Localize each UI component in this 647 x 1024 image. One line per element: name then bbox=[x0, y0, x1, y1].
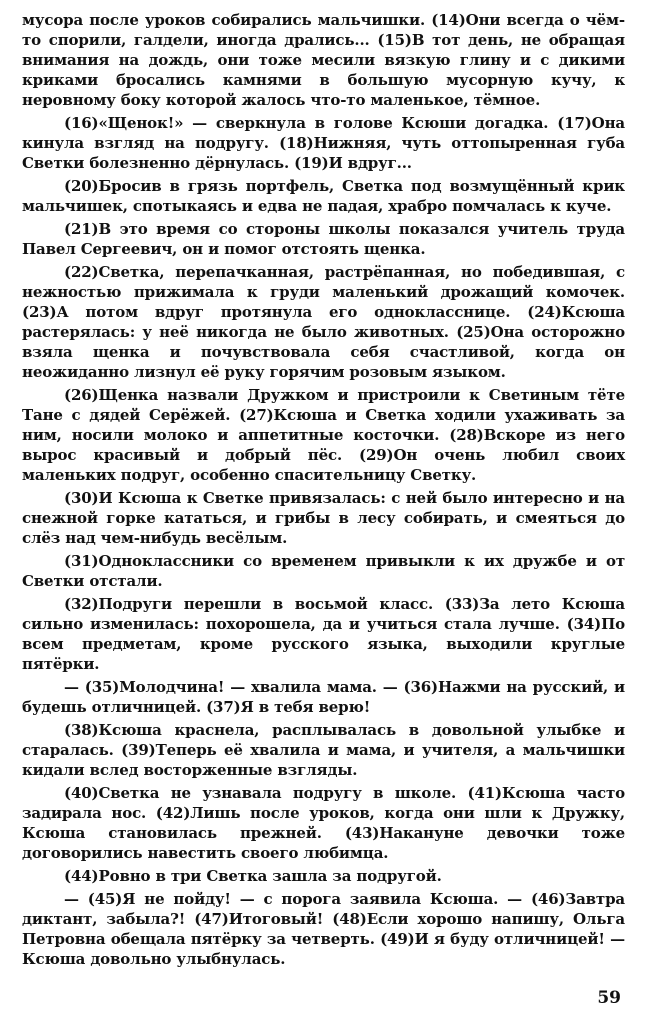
paragraph: (40)Светка не узнавала подругу в школе. (41)Ксюша часто задирала нос. (42)Лишь после уроков, когда они шли к Дружку, Ксюша становилась прежней. (43)Накануне девочки тоже договорились навестить своего любимца. bbox=[22, 784, 625, 862]
paragraph: (16)«Щенок!» — сверкнула в голове Ксюши догадка. (17)Она кинула взгляд на подругу. (18)Нижняя, чуть оттопыренная губа Светки болезненно дёрнулась. (19)И вдруг... bbox=[22, 114, 625, 172]
paragraph: (38)Ксюша краснела, расплывалась в довольной улыбке и старалась. (39)Теперь её хвалила и мама, и учителя, а мальчишки кидали вслед восторженные взгляды. bbox=[22, 721, 625, 779]
page-number: 59 bbox=[597, 988, 621, 1008]
paragraph: (30)И Ксюша к Светке привязалась: с ней было интересно и на снежной горке кататься, и грибы в лесу собирать, и смеяться до слёз над чем-нибудь весёлым. bbox=[22, 489, 625, 547]
paragraph: (32)Подруги перешли в восьмой класс. (33)За лето Ксюша сильно изменилась: похорошела, да и учиться стала лучше. (34)По всем предметам, кроме русского языка, выходили круглые пятёрки. bbox=[22, 595, 625, 673]
paragraph: (20)Бросив в грязь портфель, Светка под возмущённый крик мальчишек, спотыкаясь и едва не падая, храбро помчалась к куче. bbox=[22, 177, 625, 215]
body-text bbox=[22, 10, 625, 972]
paragraph: (31)Одноклассники со временем привыкли к их дружбе и от Светки отстали. bbox=[22, 552, 625, 590]
paragraph-continuation: мусора после уроков собирались мальчишки. (14)Они всегда о чём-то спорили, галдели, иногда дрались... (15)В тот день, не обращая внимания на дождь, они тоже месили вязкую глину и с дикими криками бросались камнями в большую мусорную кучу, к неровному боку которой жалось что-то маленькое, тёмное. bbox=[22, 11, 625, 109]
dialogue-paragraph: — (45)Я не пойду! — с порога заявила Ксюша. — (46)Завтра диктант, забыла?! (47)Итоговый! (48)Если хорошо напишу, Ольга Петровна обещала пятёрку за четверть. (49)И я буду отличницей! — Ксюша довольно улыбнулась. bbox=[22, 890, 625, 968]
paragraph: (26)Щенка назвали Дружком и пристроили к Светиным тёте Тане с дядей Серёжей. (27)Ксюша и Светка ходили ухаживать за ним, носили молоко и аппетитные косточки. (28)Вскоре из него вырос красивый и добрый пёс. (29)Он очень любил своих маленьких подруг, особенно спасительницу Светку. bbox=[22, 386, 625, 484]
paragraph: (22)Светка, перепачканная, растрёпанная, но победившая, с нежностью прижимала к груди маленький дрожащий комочек. (23)А потом вдруг протянула его однокласснице. (24)Ксюша растерялась: у неё никогда не было животных. (25)Она осторожно взяла щенка и почувствовала себя счастливой, когда он неожиданно лизнул её руку горячим розовым языком. bbox=[22, 263, 625, 381]
dialogue-paragraph: — (35)Молодчина! — хвалила мама. — (36)Нажми на русский, и будешь отличницей. (37)Я в тебя верю! bbox=[22, 678, 625, 716]
paragraph: (44)Ровно в три Светка зашла за подругой. bbox=[64, 867, 442, 885]
paragraph: (21)В это время со стороны школы показался учитель труда Павел Сергеевич, он и помог отстоять щенка. bbox=[22, 220, 625, 258]
